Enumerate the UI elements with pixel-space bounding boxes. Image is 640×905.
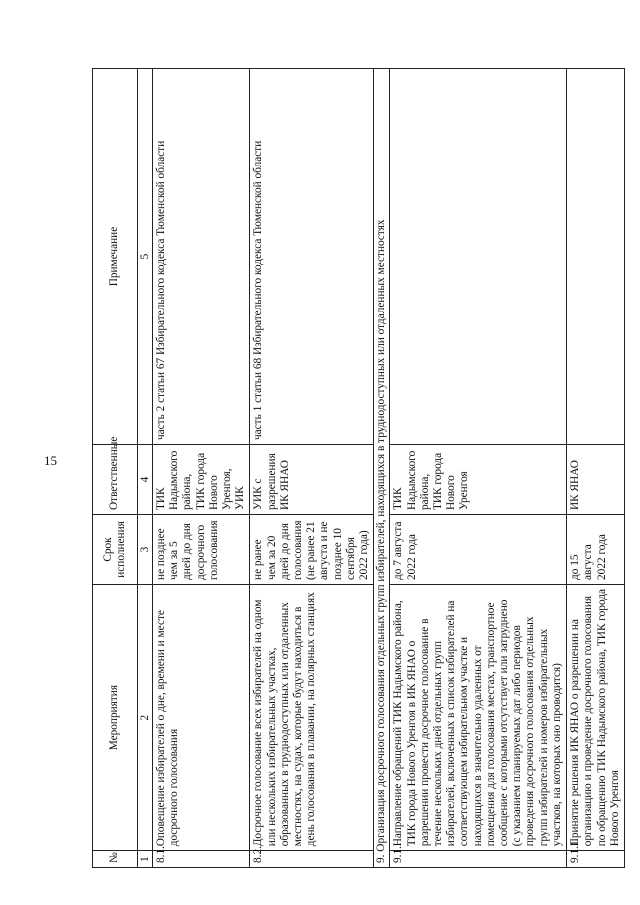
row-event: Досрочное голосование всех избирателей на одном или нескольких избирательных участках, образованных в труднодоступных или отдаленных местностях, на судах, которые будут находиться в день голосования в плавании, на полярных станциях [250,584,374,850]
row-responsible: ТИК Надымского района, ТИК города Нового Уренгоя [390,445,567,515]
row-event: Принятие решения ИК ЯНАО о разрешении на организацию и проведение досрочного голосования по обращению ТИК Надымского района, ТИК города Нового Уренгоя [567,584,625,850]
row-note [390,69,567,445]
column-number-row [138,69,153,868]
page-number: 15 [44,453,57,468]
row-event: Оповещение избирателей о дне, времени и месте досрочного голосования [153,584,250,850]
header-responsible: Ответственные [93,445,138,515]
table-row [250,69,374,868]
table-row [567,69,625,868]
header-term: Срок исполнения [93,515,138,585]
rotated-table-container [92,68,621,868]
col-number: 3 [138,515,153,585]
header-event: Мероприятия [93,584,138,850]
header-note: Примечание [93,69,138,445]
row-num: 8.1. [153,851,250,868]
row-num: 9.1. [390,851,567,868]
row-note: часть 1 статьи 68 Избирательного кодекса Тюменской области [250,69,374,445]
table-row [390,69,567,868]
events-table [92,68,625,868]
col-number: 1 [138,851,153,868]
row-term: до 15 августа 2022 года [567,515,625,585]
col-number: 5 [138,69,153,445]
table-row [153,69,250,868]
row-term: не ранее чем за 20 дней до дня голосования (не ранее 21 августа и не позднее 10 сентября 2022 года) [250,515,374,585]
header-row [93,69,138,868]
row-responsible: УИК с разрешения ИК ЯНАО [250,445,374,515]
row-responsible: ТИК Надымского района, ТИК города Нового Уренгоя, УИК [153,445,250,515]
row-num: 8.2. [250,851,374,868]
section-row [374,69,390,868]
section-title: 9. Организация досрочного голосования отдельных групп избирателей, находящихся в труднодоступных или отдаленных местностях [374,69,390,868]
col-number: 2 [138,584,153,850]
col-number: 4 [138,445,153,515]
row-note [567,69,625,445]
header-num: № [93,851,138,868]
row-term: до 7 августа 2022 года [390,515,567,585]
row-term: не позднее чем за 5 дней до дня досрочного голосования [153,515,250,585]
row-event: Направление обращений ТИК Надымского района, ТИК города Нового Уренгоя в ИК ЯНАО о разрешении провести досрочное голосование в течение нескольких дней отдельных групп избирателей, включенных в список избирателей на соответствующем избирательном участке и находящихся в значительно удаленных от помещения для голосования местах, транспортное сообщение с которыми отсутствует или затруднено (с указанием планируемых дат либо периодов проведения досрочного голосования отдельных групп избирателей и номеров избирательных участков, на которых оно проводится) [390,584,567,850]
row-num: 9.1.1 [567,851,625,868]
row-responsible: ИК ЯНАО [567,445,625,515]
row-note: часть 2 статьи 67 Избирательного кодекса Тюменской области [153,69,250,445]
